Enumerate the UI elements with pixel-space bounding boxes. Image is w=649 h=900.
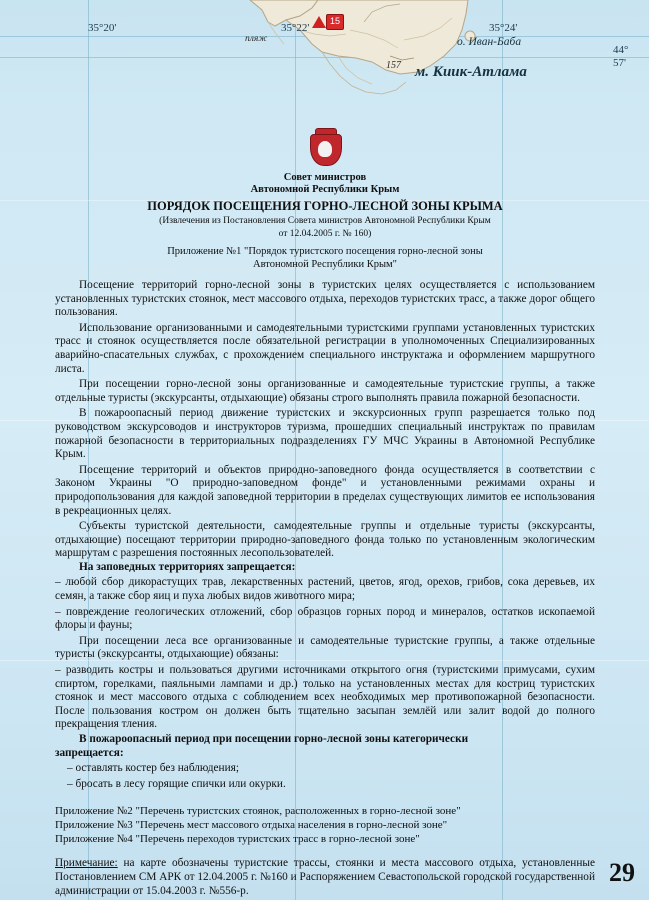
- paragraph: Субъекты туристской деятельности, самодеятельные группы и отдельные туристы (экскурсанты, отдыхающие) посещают территории природно-заповедного фонда только по установленным экологическим маршрутам с разрешения постоянных лесопользователей.: [55, 520, 595, 560]
- fire-period-heading-line-2: запрещается:: [55, 747, 124, 759]
- fire-period-heading-line-1: В пожароопасный период при посещении горно-лесной зоны категорически: [79, 733, 469, 745]
- document-body: [55, 128, 595, 898]
- forbidden-item: – любой сбор дикорастущих трав, лекарственных растений, цветов, ягод, орехов, грибов, сока деревьев, их семян, а также сбор яиц и пуха любых видов животного мира;: [55, 576, 595, 603]
- document-note: [55, 856, 595, 898]
- map-label-beach: пляж: [245, 34, 268, 44]
- document-subtitle-2: от 12.04.2005 г. № 160): [278, 229, 372, 239]
- organization-line-1: Совет министров: [283, 172, 367, 183]
- forbidden-heading: На заповедных территориях запрещается:: [79, 560, 296, 573]
- map-coordinate-label: 57': [613, 57, 626, 69]
- note-label: Примечание:: [55, 857, 118, 870]
- note-text: на карте обозначены туристские трассы, стоянки и места массового отдыха, установленные Постановлением СМ АРК от 12.04.2005 г. №160 и Распоряжением Севастопольской городской государственной администрации от 15.04.2003 г. №556-р.: [55, 857, 595, 898]
- fire-prohibition-item: – оставлять костер без наблюдения;: [67, 762, 239, 774]
- annex-heading-line-1: Приложение №1 "Порядок туристского посещения горно-лесной зоны: [167, 246, 483, 257]
- fire-prohibition-item: – бросать в лесу горящие спички или окурки.: [67, 777, 286, 790]
- marker-number-badge: 15: [326, 14, 344, 30]
- paragraph: В пожароопасный период движение туристских и экскурсионных групп разрешается только под руководством экскурсоводов и инструкторов туризма, прошедших специальный инструктаж по правилам пожарной безопасности в территориальных подразделениях ГУ МЧС Украины в Автономной Республике Крым.: [55, 407, 595, 461]
- paragraph: При посещении горно-лесной зоны организованные и самодеятельные туристские группы, а также отдельные туристы (экскурсанты, отдыхающие) обязаны строго выполнять правила пожарной безопасности.: [55, 378, 595, 404]
- map-label-route-number: 157: [386, 60, 401, 71]
- obligations-item: – разводить костры и пользоваться другими источниками открытого огня (туристскими примусами, сухим спиртом, горелками, паяльными лампами и др.) только на установленных местах для костриц туристских стоянок и мест массового отдыха с соблюдением всех необходимых мер противопожарной безопасности. После пользования костром он должен быть тщательно засыпан землёй или залит водой до полного прекращения тления.: [55, 664, 595, 731]
- forbidden-item: – повреждение геологических отложений, сбор образцов горных пород и минералов, остатков ископаемой флоры и фауны;: [55, 605, 595, 632]
- page-number: 29: [609, 858, 635, 887]
- organization-line-2: Автономной Республики Крым: [250, 184, 400, 195]
- paragraph: Использование организованными и самодеятельными туристскими группами установленных туристских трасс и стоянок осуществляется после обязательной регистрации в уполномоченных Специализированных аварийно-спасательных службах, с прохождением специального инструктажа и оформлением маршрутного листа.: [55, 321, 595, 375]
- annex-reference: Приложение №4 "Перечень переходов туристских трасс в горно-лесной зоне": [55, 833, 420, 846]
- map-coordinate-label: 35°24': [489, 22, 518, 34]
- annex-heading-line-2: Автономной Республики Крым": [253, 259, 397, 270]
- map-coordinate-label: 35°22': [281, 22, 310, 34]
- paragraph: Посещение территорий горно-лесной зоны в туристских целях осуществляется с использованием установленных туристских стоянок, мест массового отдыха, переходов туристских трасс, а также дорог общего пользования.: [55, 279, 595, 319]
- route-marker-icon: [312, 16, 326, 28]
- map-coordinate-label: 35°20': [88, 22, 117, 34]
- document-title: ПОРЯДОК ПОСЕЩЕНИЯ ГОРНО-ЛЕСНОЙ ЗОНЫ КРЫМА: [147, 199, 503, 213]
- paragraph: Посещение территорий и объектов природно-заповедного фонда осуществляется в соответствии с Законом Украины "О природно-заповедном фонде" и установленными режимами охраны и природопользования для каждой заповедной территории в пределах существующих лимитов ее использования в рекреационных целях.: [55, 463, 595, 517]
- coat-of-arms-icon: [308, 128, 342, 168]
- obligations-intro: При посещении леса все организованные и самодеятельные туристские группы, а также отдельные туристы (экскурсанты, отдыхающие) обязаны:: [55, 634, 595, 661]
- map-label-island: о. Иван-Баба: [457, 36, 522, 48]
- annex-reference: Приложение №2 "Перечень туристских стоянок, расположенных в горно-лесной зоне": [55, 805, 461, 818]
- annex-reference: Приложение №3 "Перечень мест массового отдыха населения в горно-лесной зоне": [55, 819, 448, 832]
- document-subtitle-1: (Извлечения из Постановления Совета министров Автономной Республики Крым: [159, 216, 491, 226]
- map-label-cape: м. Киик-Атлама: [415, 64, 527, 80]
- map-coordinate-label: 44°: [613, 44, 629, 56]
